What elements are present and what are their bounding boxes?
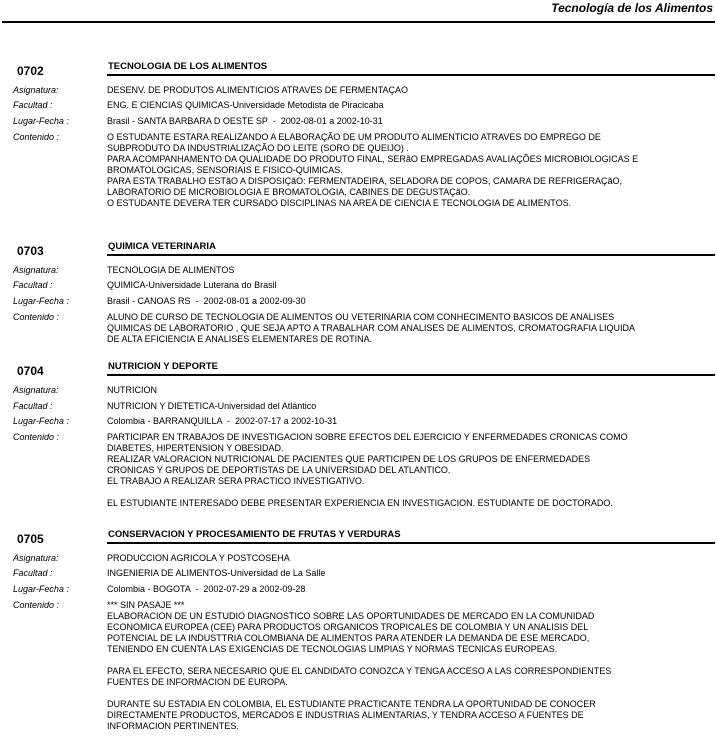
lugar-fecha-label: Lugar-Fecha : <box>13 416 69 426</box>
contenido-label: Contenido : <box>13 132 60 142</box>
asignatura-label: Asignatura: <box>13 265 59 275</box>
course-code: 0704 <box>17 364 44 378</box>
course-code: 0703 <box>17 244 44 258</box>
asignatura-label: Asignatura: <box>13 553 59 563</box>
asignatura-value: PRODUCCION AGRICOLA Y POSTCOSEHA <box>107 553 290 563</box>
asignatura-value: TECNOLOGIA DE ALIMENTOS <box>107 265 235 275</box>
course-code: 0702 <box>17 64 44 78</box>
page-header-title: Tecnología de los Alimentos <box>551 1 713 15</box>
course-title: TECNOLOGIA DE LOS ALIMENTOS <box>108 61 268 72</box>
lugar-fecha-label: Lugar-Fecha : <box>13 116 69 126</box>
course-rule <box>107 254 715 256</box>
asignatura-value: NUTRICION <box>107 385 157 395</box>
course-rule <box>107 374 715 376</box>
course-title: NUTRICION Y DEPORTE <box>108 361 218 372</box>
lugar-fecha-label: Lugar-Fecha : <box>13 584 69 594</box>
course-rule <box>107 542 715 544</box>
facultad-label: Facultad : <box>13 100 53 110</box>
facultad-value: QUIMICA-Universidade Luterana do Brasil <box>107 280 277 290</box>
course-title: QUIMICA VETERINARIA <box>108 241 216 252</box>
facultad-value: INGENIERIA DE ALIMENTOS-Universidad de La Salle <box>107 568 326 578</box>
lugar-fecha-value: Brasil - SANTA BARBARA D OESTE SP - 2002-08-01 a 2002-10-31 <box>107 116 383 126</box>
asignatura-label: Asignatura: <box>13 385 59 395</box>
contenido-label: Contenido : <box>13 312 60 322</box>
contenido-label: Contenido : <box>13 600 60 610</box>
course-code: 0705 <box>17 532 44 546</box>
lugar-fecha-label: Lugar-Fecha : <box>13 296 69 306</box>
contenido-value: PARTICIPAR EN TRABAJOS DE INVESTIGACION SOBRE EFECTOS DEL EJERCICIO Y ENFERMEDADES CRONICAS COMO DIABETES, HIPERTENSION Y OBESIDAD. REALIZAR VALORACION NUTRICIONAL DE PACIENTES QUE PARTICIPEN DE LOS GRUPOS DE ENFERMEDADES CRONICAS Y GRUPOS DE DEPORTISTAS DE LA UNIVERSIDAD DEL ATLANTICO. EL TRABAJO A REALIZAR SERA PRACTICO INVESTIGATIVO. EL ESTUDIANTE INTERESADO DEBE PRESENTAR EXPERIENCIA EN INVESTIGACION. ESTUDIANTE DE DOCTORADO. <box>107 432 628 508</box>
facultad-value: NUTRICION Y DIETETICA-Universidad del Atlántico <box>107 401 317 411</box>
course-title: CONSERVACION Y PROCESAMIENTO DE FRUTAS Y VERDURAS <box>108 529 401 540</box>
facultad-label: Facultad : <box>13 401 53 411</box>
contenido-value: ALUNO DE CURSO DE TECNOLOGIA DE ALIMENTOS OU VETERINARIA COM CONHECIMENTO BASICOS DE ANALISES QUIMICAS DE LABORATORIO , QUE SEJA APTO A TRABALHAR COM ANALISES DE ALIMENTOS, CROMATOGRAFIA LIQUIDA DE ALTA EFICIENCIA E ANALISES ELEMENTARES DE ROTINA. <box>107 312 635 344</box>
facultad-label: Facultad : <box>13 568 53 578</box>
contenido-value: *** SIN PASAJE *** ELABORACION DE UN ESTUDIO DIAGNOSTICO SOBRE LAS OPORTUNIDADES DE MERCADO EN LA COMUNIDAD ECONOMICA EUROPEA (CEE) PARA PRODUCTOS ORGANICOS TROPICALES DE COLOMBIA Y UN ANALISIS DEL POTENCIAL DE LA INDUSTTRIA COLOMBIANA DE ALIMENTOS PARA ATENDER LA DEMANDA DE ESE MERCADO, TENIENDO EN CUENTA LAS EXIGENCIAS DE TECNOLOGIAS LIMPIAS Y NORMAS TECNICAS EUROPEAS. PARA EL EFECTO, SERA NECESARIO QUE EL CANDIDATO CONOZCA Y TENGA ACCESO A LAS CORRESPONDIENTES FUENTES DE INFORMACION DE EUROPA. DURANTE SU ESTADIA EN COLOMBIA, EL ESTUDIANTE PRACTICANTE TENDRA LA OPORTUNIDAD DE CONOCER DIRECTAMENTE PRODUCTOS, MERCADOS E INDUSTRIAS ALIMENTARIAS, Y TENDRA ACCESO A FUENTES DE INFORMACION PERTINENTES. <box>107 600 612 731</box>
facultad-value: ENG. E CIENCIAS QUIMICAS-Universidade Metodista de Piracicaba <box>107 100 384 110</box>
asignatura-value: DESENV. DE PRODUTOS ALIMENTICIOS ATRAVES DE FERMENTAÇAO <box>107 85 409 95</box>
header-rule <box>2 21 715 23</box>
contenido-value: O ESTUDANTE ESTARA REALIZANDO A ELABORAÇÃO DE UM PRODUTO ALIMENTICIO ATRAVES DO EMPREGO DE SUBPRODUTO DA INDUSTRIALIZAÇÃO DO LEITE (SORO DE QUEIJO) . PARA ACOMPANHAMENTO DA QUALIDADE DO PRODUTO FINAL, SERãO EMPREGADAS AVALIAÇÕES MICROBIOLOGICAS E BROMATOLOGICAS, SENSORIAIS E FISICO-QUIMICAS. PARA ESTA TRABALHO ESTãO A DISPOSIÇãO: FERMENTADEIRA, SELADORA DE COPOS, CAMARA DE REFRIGERAÇãO, LABORATORIO DE MICROBIOLOGIA E BROMATOLOGIA, CABINES DE DEGUSTAÇãO. O ESTUDANTE DEVERA TER CURSADO DISCIPLINAS NA AREA DE CIENCIA E TECNOLOGIA DE ALIMENTOS. <box>107 132 639 208</box>
contenido-label: Contenido : <box>13 432 60 442</box>
asignatura-label: Asignatura: <box>13 85 59 95</box>
lugar-fecha-value: Colombia - BOGOTA - 2002-07-29 a 2002-09-28 <box>107 584 306 594</box>
facultad-label: Facultad : <box>13 280 53 290</box>
lugar-fecha-value: Colombia - BARRANQUILLA - 2002-07-17 a 2002-10-31 <box>107 416 338 426</box>
lugar-fecha-value: Brasil - CANOAS RS - 2002-08-01 a 2002-09-30 <box>107 296 306 306</box>
course-rule <box>107 74 715 76</box>
